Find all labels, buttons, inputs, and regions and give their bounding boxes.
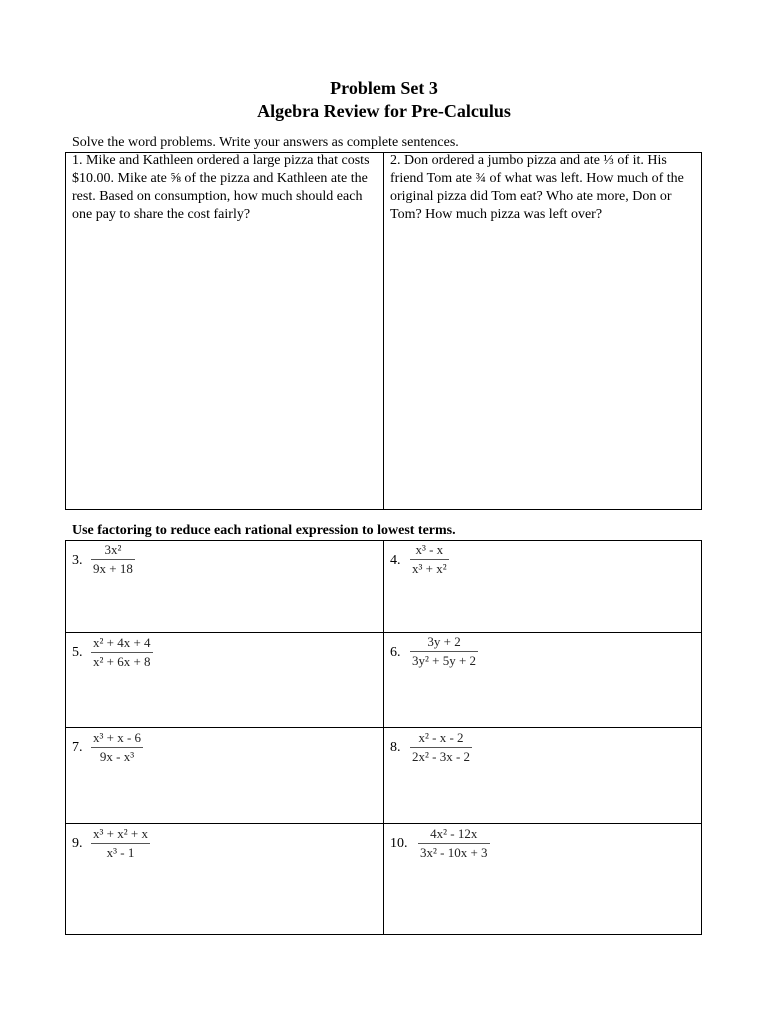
problem-3-denominator: 9x + 18 [93, 561, 133, 576]
problem-cell-5 [66, 633, 384, 728]
problem-4-number: 4. [390, 553, 401, 568]
word-problem-cell-1 [66, 153, 384, 510]
problem-cell-8 [384, 728, 702, 824]
word-problems-instructions: Solve the word problems. Write your answers as complete sentences. [72, 135, 459, 150]
problem-4-fraction [410, 543, 449, 576]
problem-cell-10 [384, 824, 702, 935]
problem-9-numerator: x³ + x² + x [91, 827, 150, 844]
problem-6-number: 6. [390, 645, 401, 660]
problem-8-denominator: 2x² - 3x - 2 [412, 749, 471, 764]
problem-5-denominator: x² + 6x + 8 [93, 654, 151, 669]
rational-expressions-table [65, 540, 702, 935]
problem-cell-3 [66, 541, 384, 633]
problem-cell-4 [384, 541, 702, 633]
problem-cell-9 [66, 824, 384, 935]
problem-7-fraction [91, 731, 143, 764]
problem-5-fraction [91, 636, 153, 669]
page-subtitle: Algebra Review for Pre-Calculus [257, 101, 511, 121]
problem-cell-7 [66, 728, 384, 824]
word-problems-table [65, 152, 702, 510]
problem-10-fraction [418, 827, 490, 860]
problem-6-denominator: 3y² + 5y + 2 [412, 653, 477, 668]
problem-3-fraction [91, 543, 135, 576]
problem-8-numerator: x² - x - 2 [410, 731, 472, 748]
word-problem-1-text: 1. Mike and Kathleen ordered a large pizza that costs $10.00. Mike ate ⅝ of the pizza and Kathleen ate the rest. Based on consumption, how much should each one pay to share the cost fairly? [72, 153, 370, 222]
word-problem-2-text: 2. Don ordered a jumbo pizza and ate ⅓ of it. His friend Tom ate ¾ of what was left. How much of the original pizza did Tom eat? Who ate more, Don or Tom? How much pizza was left over? [390, 153, 684, 222]
problem-cell-6 [384, 633, 702, 728]
problem-4-numerator: x³ - x [410, 543, 449, 560]
problem-10-numerator: 4x² - 12x [418, 827, 490, 844]
problem-7-denominator: 9x - x³ [99, 749, 135, 764]
problem-10-denominator: 3x² - 10x + 3 [420, 845, 488, 860]
problem-9-denominator: x³ - 1 [106, 845, 135, 860]
problem-8-fraction [410, 731, 472, 764]
page-title: Problem Set 3 [330, 78, 438, 98]
problem-6-fraction [410, 635, 478, 668]
word-problem-cell-2 [384, 153, 702, 510]
problem-7-numerator: x³ + x - 6 [91, 731, 143, 748]
problem-3-numerator: 3x² [91, 543, 135, 560]
problem-5-number: 5. [72, 645, 83, 660]
factoring-instructions: Use factoring to reduce each rational expression to lowest terms. [72, 523, 456, 538]
problem-8-number: 8. [390, 740, 401, 755]
problem-10-number: 10. [390, 836, 408, 851]
problem-9-number: 9. [72, 836, 83, 851]
problem-6-numerator: 3y + 2 [410, 635, 478, 652]
problem-4-denominator: x³ + x² [412, 561, 447, 576]
problem-9-fraction [91, 827, 150, 860]
problem-5-numerator: x² + 4x + 4 [91, 636, 153, 653]
problem-7-number: 7. [72, 740, 83, 755]
problem-3-number: 3. [72, 553, 83, 568]
